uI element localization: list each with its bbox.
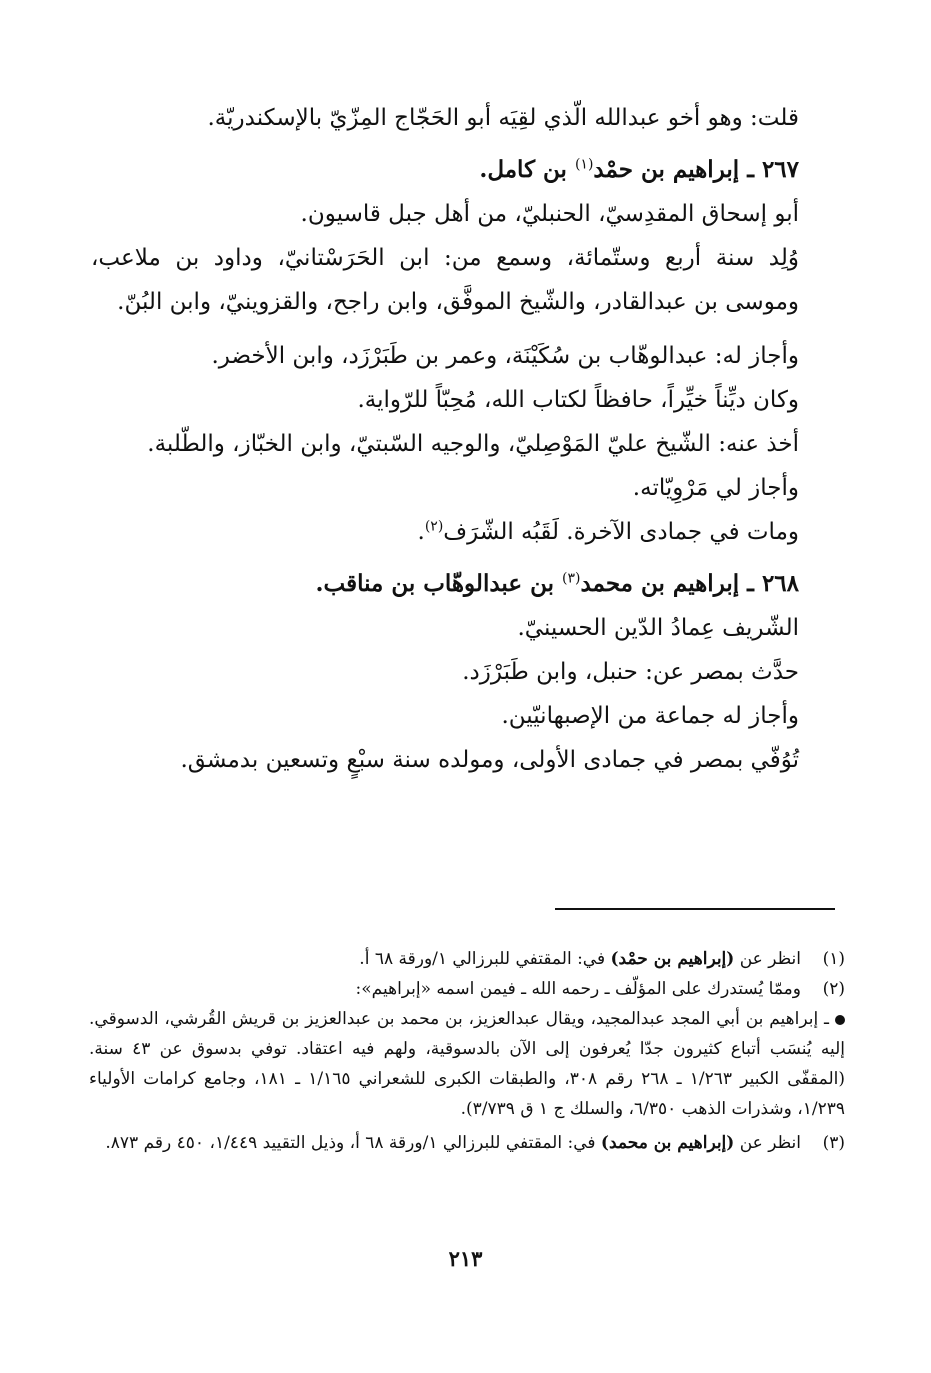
footnote-ref: (١): [574, 156, 594, 173]
entry-title: ٢٦٨ ـ إبراهيم بن محمد: [580, 570, 799, 597]
footnote-3: [89, 1128, 845, 1158]
footnote-prefix: انظر عن: [734, 949, 801, 969]
footnote-1: [89, 944, 845, 974]
page-body: [91, 96, 835, 782]
entry-title-end: بن عبدالوهّاب بن مناقب.: [315, 570, 562, 597]
text-line: حدَّث بمصر عن: حنبل، وابن طَبَرْزَد.: [462, 659, 799, 685]
entry-title: ٢٦٧ ـ إبراهيم بن حمْد: [593, 156, 799, 183]
text-paragraph: أخذ عنه: الشّيخ عليّ المَوْصِليّ، والوجيه السّبتيّ، وابن الخبّاز، والطّلبة.: [147, 431, 799, 457]
footnote-rest: في: المقتفي للبرزالي ١/ورقة ٦٨ أ، وذيل التقييد ١/٤٤٩، ٤٥٠ رقم ٨٧٣.: [105, 1133, 601, 1153]
footnote-text: وممّا يُستدرك على المؤلّف ـ رحمه الله ـ فيمن اسمه «إبراهيم»:: [355, 979, 801, 999]
bullet-icon: [835, 1015, 845, 1025]
text-line: الشّريف عِمادُ الدّين الحسينيّ.: [517, 615, 799, 641]
footnote-bold: (إبراهيم بن حمْد): [610, 949, 735, 969]
text-line: أبو إسحاق المقدِسيّ، الحنبليّ، من أهل جبل قاسيون.: [300, 201, 799, 227]
main-text: [91, 96, 835, 782]
footnote-number: (٢): [822, 979, 845, 999]
text-line: تُوُفّي بمصر في جمادى الأولى، ومولده سنة سبْعٍ وتسعين بدمشق.: [180, 747, 799, 773]
entry-heading-267: [91, 148, 835, 192]
entry-title-end: بن كامل.: [479, 156, 575, 183]
footnote-number: (٣): [822, 1133, 845, 1153]
footnote-bold: (إبراهيم بن محمد): [600, 1133, 735, 1153]
text-segment: .: [417, 519, 425, 545]
footnote-separator: [555, 908, 835, 910]
footnote-number: (١): [822, 949, 845, 969]
text-segment: ومات في جمادى الآخرة. لَقَبُه الشّرَف: [443, 519, 799, 545]
text-line: [91, 510, 835, 554]
footnotes: [89, 944, 845, 1158]
text-line: قلت: وهو أخو عبدالله الّذي لقِيَه أبو الحَجّاج المِزّيّ بالإسكندريّة.: [207, 105, 799, 131]
text-line: وأجاز لي مَرْوِيّاته.: [632, 475, 799, 501]
entry-heading-268: [91, 562, 835, 606]
page-number: ٢١٣: [448, 1246, 483, 1271]
footnote-rest: في: المقتفي للبرزالي ١/ورقة ٦٨ أ.: [359, 949, 611, 969]
footnote-addition-text: ـ إبراهيم بن أبي المجد عبدالمجيد، ويقال عبدالعزيز، بن محمد بن عبدالعزيز بن قريش القُرشي، الدسوقي. إليه يُنسَب أتباع كثيرون جدّا يُعرفون إلى الآن بالدسوقية، ولهم فيه اعتقاد. توفي بدسوق عن ٤٣ سنة. (المقفّى الكبير ١/٢٦٣ ـ ٢٦٨ رقم ٣٠٨، والطبقات الكبرى للشعراني ١/١٦٥ ـ ١٨١، وجامع كرامات الأولياء ١/٢٣٩، وشذرات الذهب ٦/٣٥٠، والسلك ج ١ ق ٣/٧٣٩).: [89, 1009, 845, 1119]
text-line: وأجاز له: عبدالوهّاب بن سُكَيْنَة، وعمر بن طَبَرْزَد، وابن الأخضر.: [211, 343, 799, 369]
footnote-ref: (٢): [424, 518, 444, 535]
footnote-2-addition: [89, 1004, 845, 1124]
footnote-ref: (٣): [562, 570, 581, 587]
footnote-text: [89, 944, 801, 974]
footnote-2: [89, 974, 845, 1004]
text-line: وأجاز له جماعة من الإصبهانيّين.: [501, 703, 799, 729]
text-line: وكان ديِّناً خيِّراً، حافظاً لكتاب الله، مُحِبّاً للرّواية.: [357, 387, 799, 413]
footnote-prefix: انظر عن: [734, 1133, 801, 1153]
footnote-text: [89, 1128, 801, 1158]
text-paragraph: وُلِد سنة أربع وستّمائة، وسمع من: ابن الحَرَسْتانيّ، وداود بن ملاعب، وموسى بن عبدالقادر، والشّيخ الموفَّق، وابن راجح، والقزوينيّ، وابن البُنّ.: [91, 245, 799, 315]
